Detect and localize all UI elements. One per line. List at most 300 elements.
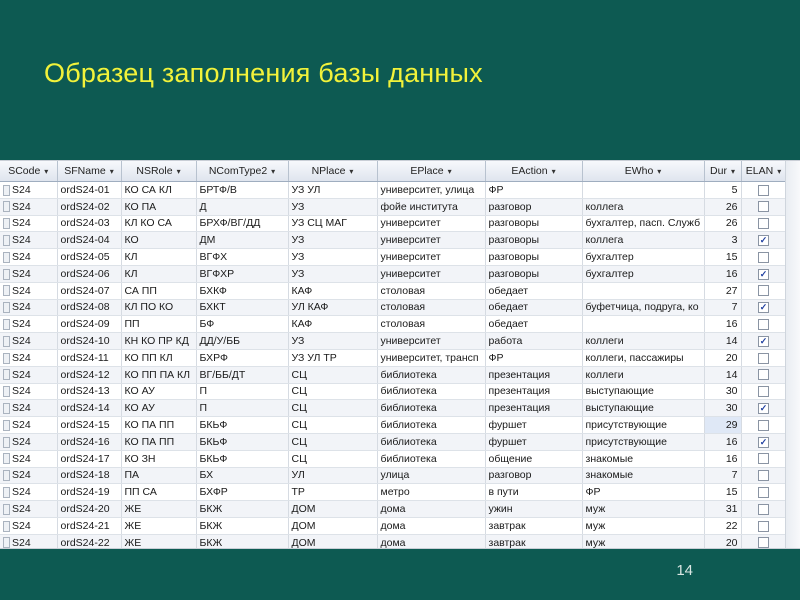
elan-checkbox[interactable] <box>758 319 769 330</box>
column-header-label: EWho <box>624 165 654 177</box>
row-selector-icon[interactable] <box>3 269 10 280</box>
cell-eaction[interactable] <box>485 450 582 467</box>
cell-dur[interactable] <box>704 265 741 282</box>
cell-ncomtype2[interactable] <box>196 534 288 549</box>
cell-nsrole[interactable] <box>121 299 196 316</box>
cell-nplace[interactable] <box>288 467 377 484</box>
cell-eaction[interactable] <box>485 501 582 518</box>
table-row[interactable] <box>0 215 786 232</box>
elan-checkbox[interactable] <box>758 521 769 532</box>
cell-nplace[interactable] <box>288 484 377 501</box>
cell-eplace[interactable] <box>377 333 485 350</box>
elan-checkbox[interactable] <box>758 235 769 246</box>
table-row[interactable] <box>0 282 786 299</box>
cell-sfname[interactable] <box>57 517 121 534</box>
cell-scode[interactable] <box>0 249 57 266</box>
cell-ncomtype2[interactable] <box>196 249 288 266</box>
cell-ewho[interactable] <box>582 215 704 232</box>
cell-eplace[interactable] <box>377 417 485 434</box>
cell-ncomtype2[interactable] <box>196 232 288 249</box>
filter-dropdown-icon[interactable]: ▾ <box>349 167 354 176</box>
cell-sfname[interactable] <box>57 383 121 400</box>
table-row[interactable] <box>0 265 786 282</box>
table-row[interactable] <box>0 316 786 333</box>
cell-eplace[interactable] <box>377 400 485 417</box>
cell-ewho[interactable] <box>582 366 704 383</box>
cell-text: общение <box>488 452 533 465</box>
cell-scode[interactable] <box>0 198 57 215</box>
cell-dur[interactable] <box>704 417 741 434</box>
cell-nsrole[interactable] <box>121 417 196 434</box>
row-selector-icon[interactable] <box>3 487 10 498</box>
cell-ewho[interactable] <box>582 400 704 417</box>
row-selector-icon[interactable] <box>3 369 10 380</box>
filter-dropdown-icon[interactable]: ▾ <box>109 167 114 176</box>
cell-eaction[interactable] <box>485 333 582 350</box>
cell-eplace[interactable] <box>377 501 485 518</box>
cell-scode[interactable] <box>0 316 57 333</box>
cell-eplace[interactable] <box>377 215 485 232</box>
cell-nplace[interactable] <box>288 333 377 350</box>
elan-checkbox[interactable] <box>758 201 769 212</box>
cell-nsrole[interactable] <box>121 265 196 282</box>
cell-eaction[interactable] <box>485 433 582 450</box>
column-header-nplace[interactable] <box>288 161 377 182</box>
row-selector-icon[interactable] <box>3 420 10 431</box>
cell-sfname[interactable] <box>57 299 121 316</box>
cell-ewho[interactable] <box>582 484 704 501</box>
cell-dur[interactable] <box>704 249 741 266</box>
cell-eaction[interactable] <box>485 316 582 333</box>
elan-checkbox[interactable] <box>758 369 769 380</box>
cell-nplace[interactable] <box>288 383 377 400</box>
row-selector-icon[interactable] <box>3 252 10 263</box>
cell-sfname[interactable] <box>57 282 121 299</box>
cell-sfname[interactable] <box>57 182 121 199</box>
cell-text: КО ПА ПП <box>124 435 175 448</box>
cell-ncomtype2[interactable] <box>196 215 288 232</box>
cell-eaction[interactable] <box>485 299 582 316</box>
cell-ncomtype2[interactable] <box>196 417 288 434</box>
cell-text: КЛ КО СА <box>124 217 172 230</box>
cell-ewho[interactable] <box>582 433 704 450</box>
cell-nplace[interactable] <box>288 232 377 249</box>
cell-eaction[interactable] <box>485 182 582 199</box>
cell-eaction[interactable] <box>485 232 582 249</box>
cell-ncomtype2[interactable] <box>196 383 288 400</box>
cell-scode[interactable] <box>0 215 57 232</box>
cell-eplace[interactable] <box>377 282 485 299</box>
cell-eaction[interactable] <box>485 484 582 501</box>
cell-ewho[interactable] <box>582 232 704 249</box>
cell-text: ВГФХР <box>199 267 235 280</box>
elan-checkbox[interactable] <box>758 252 769 263</box>
cell-eaction[interactable] <box>485 517 582 534</box>
column-header-sfname[interactable] <box>57 161 121 182</box>
cell-scode[interactable] <box>0 333 57 350</box>
cell-eaction[interactable] <box>485 467 582 484</box>
column-header-dur[interactable] <box>704 161 741 182</box>
row-selector-icon[interactable] <box>3 403 10 414</box>
filter-dropdown-icon[interactable]: ▾ <box>551 167 556 176</box>
cell-dur[interactable] <box>704 232 741 249</box>
table-row[interactable] <box>0 198 786 215</box>
row-selector-icon[interactable] <box>3 353 10 364</box>
cell-ewho[interactable] <box>582 282 704 299</box>
cell-nplace[interactable] <box>288 366 377 383</box>
column-header-ncomtype2[interactable] <box>196 161 288 182</box>
row-selector-icon[interactable] <box>3 235 10 246</box>
cell-eplace[interactable] <box>377 484 485 501</box>
cell-scode[interactable] <box>0 484 57 501</box>
cell-text: КО <box>124 234 139 247</box>
cell-ewho[interactable] <box>582 450 704 467</box>
cell-eaction[interactable] <box>485 534 582 549</box>
elan-checkbox[interactable] <box>758 353 769 364</box>
cell-dur[interactable] <box>704 517 741 534</box>
cell-nplace[interactable] <box>288 501 377 518</box>
cell-dur[interactable] <box>704 198 741 215</box>
elan-checkbox[interactable] <box>758 453 769 464</box>
row-selector-icon[interactable] <box>3 504 10 515</box>
cell-nplace[interactable] <box>288 417 377 434</box>
row-selector-icon[interactable] <box>3 521 10 532</box>
table-row[interactable] <box>0 534 786 549</box>
cell-nsrole[interactable] <box>121 349 196 366</box>
filter-dropdown-icon[interactable]: ▾ <box>44 167 49 176</box>
cell-eplace[interactable] <box>377 450 485 467</box>
cell-scode[interactable] <box>0 299 57 316</box>
elan-checkbox[interactable] <box>758 487 769 498</box>
cell-ncomtype2[interactable] <box>196 433 288 450</box>
cell-nsrole[interactable] <box>121 450 196 467</box>
cell-ewho[interactable] <box>582 349 704 366</box>
cell-nplace[interactable] <box>288 299 377 316</box>
cell-nplace[interactable] <box>288 282 377 299</box>
cell-scode[interactable] <box>0 232 57 249</box>
filter-dropdown-icon[interactable]: ▾ <box>176 167 181 176</box>
table-row[interactable] <box>0 417 786 434</box>
cell-eaction[interactable] <box>485 282 582 299</box>
cell-ncomtype2[interactable] <box>196 450 288 467</box>
cell-eplace[interactable] <box>377 433 485 450</box>
cell-ncomtype2[interactable] <box>196 501 288 518</box>
cell-scode[interactable] <box>0 349 57 366</box>
row-selector-icon[interactable] <box>3 470 10 481</box>
cell-dur[interactable] <box>704 316 741 333</box>
cell-nsrole[interactable] <box>121 501 196 518</box>
row-selector-icon[interactable] <box>3 285 10 296</box>
cell-nsrole[interactable] <box>121 433 196 450</box>
cell-sfname[interactable] <box>57 534 121 549</box>
cell-scode[interactable] <box>0 383 57 400</box>
cell-ewho[interactable] <box>582 249 704 266</box>
cell-ewho[interactable] <box>582 383 704 400</box>
table-row[interactable] <box>0 501 786 518</box>
cell-nsrole[interactable] <box>121 232 196 249</box>
row-selector-icon[interactable] <box>3 302 10 313</box>
cell-nsrole[interactable] <box>121 215 196 232</box>
elan-checkbox[interactable] <box>758 185 769 196</box>
cell-nplace[interactable] <box>288 316 377 333</box>
cell-text: СА ПП <box>124 284 157 297</box>
cell-sfname[interactable] <box>57 316 121 333</box>
column-header-eplace[interactable] <box>377 161 485 182</box>
cell-ncomtype2[interactable] <box>196 198 288 215</box>
cell-nplace[interactable] <box>288 349 377 366</box>
cell-sfname[interactable] <box>57 501 121 518</box>
cell-eaction[interactable] <box>485 215 582 232</box>
row-selector-icon[interactable] <box>3 453 10 464</box>
cell-text: столовая <box>380 318 426 331</box>
filter-dropdown-icon[interactable]: ▾ <box>777 167 782 176</box>
table-row[interactable] <box>0 517 786 534</box>
elan-checkbox[interactable] <box>758 403 769 414</box>
cell-sfname[interactable] <box>57 232 121 249</box>
elan-checkbox[interactable] <box>758 420 769 431</box>
table-row[interactable] <box>0 484 786 501</box>
cell-dur[interactable] <box>704 467 741 484</box>
cell-eplace[interactable] <box>377 467 485 484</box>
cell-ewho[interactable] <box>582 333 704 350</box>
row-selector-icon[interactable] <box>3 386 10 397</box>
cell-ewho[interactable] <box>582 316 704 333</box>
cell-scode[interactable] <box>0 501 57 518</box>
cell-eplace[interactable] <box>377 366 485 383</box>
cell-nsrole[interactable] <box>121 383 196 400</box>
cell-ncomtype2[interactable] <box>196 265 288 282</box>
cell-eplace[interactable] <box>377 249 485 266</box>
cell-scode[interactable] <box>0 417 57 434</box>
filter-dropdown-icon[interactable]: ▾ <box>730 167 735 176</box>
cell-ncomtype2[interactable] <box>196 316 288 333</box>
cell-dur[interactable] <box>704 450 741 467</box>
cell-ewho[interactable] <box>582 417 704 434</box>
cell-nplace[interactable] <box>288 198 377 215</box>
cell-sfname[interactable] <box>57 265 121 282</box>
cell-eaction[interactable] <box>485 383 582 400</box>
cell-dur[interactable] <box>704 282 741 299</box>
cell-sfname[interactable] <box>57 400 121 417</box>
cell-nsrole[interactable] <box>121 182 196 199</box>
cell-ncomtype2[interactable] <box>196 333 288 350</box>
vertical-scrollbar[interactable] <box>785 161 800 548</box>
cell-dur[interactable] <box>704 534 741 549</box>
cell-ncomtype2[interactable] <box>196 182 288 199</box>
cell-eplace[interactable] <box>377 182 485 199</box>
cell-eaction[interactable] <box>485 198 582 215</box>
column-header-nsrole[interactable] <box>121 161 196 182</box>
elan-checkbox[interactable] <box>758 470 769 481</box>
cell-scode[interactable] <box>0 517 57 534</box>
cell-ncomtype2[interactable] <box>196 282 288 299</box>
cell-nsrole[interactable] <box>121 333 196 350</box>
filter-dropdown-icon[interactable]: ▾ <box>271 167 276 176</box>
table-row[interactable] <box>0 467 786 484</box>
cell-text: 16 <box>725 435 738 448</box>
cell-dur[interactable] <box>704 349 741 366</box>
cell-text: КЛ <box>124 267 138 280</box>
column-header-eaction[interactable] <box>485 161 582 182</box>
column-header-scode[interactable] <box>0 161 57 182</box>
cell-eplace[interactable] <box>377 299 485 316</box>
cell-text: фуршет <box>488 419 527 432</box>
cell-dur[interactable] <box>704 182 741 199</box>
cell-scode[interactable] <box>0 534 57 549</box>
filter-dropdown-icon[interactable]: ▾ <box>447 167 452 176</box>
cell-ewho[interactable] <box>582 501 704 518</box>
cell-nplace[interactable] <box>288 450 377 467</box>
cell-sfname[interactable] <box>57 349 121 366</box>
cell-sfname[interactable] <box>57 417 121 434</box>
column-header-elan[interactable] <box>741 161 786 182</box>
cell-scode[interactable] <box>0 282 57 299</box>
table-row[interactable] <box>0 366 786 383</box>
table-row[interactable] <box>0 400 786 417</box>
cell-ewho[interactable] <box>582 182 704 199</box>
cell-nplace[interactable] <box>288 249 377 266</box>
cell-nsrole[interactable] <box>121 249 196 266</box>
cell-ncomtype2[interactable] <box>196 366 288 383</box>
cell-ncomtype2[interactable] <box>196 517 288 534</box>
cell-eaction[interactable] <box>485 400 582 417</box>
cell-scode[interactable] <box>0 366 57 383</box>
cell-dur[interactable] <box>704 299 741 316</box>
cell-ewho[interactable] <box>582 265 704 282</box>
cell-nplace[interactable] <box>288 182 377 199</box>
elan-checkbox[interactable] <box>758 386 769 397</box>
cell-eplace[interactable] <box>377 383 485 400</box>
column-header-ewho[interactable] <box>582 161 704 182</box>
cell-dur[interactable] <box>704 400 741 417</box>
cell-eaction[interactable] <box>485 366 582 383</box>
cell-eplace[interactable] <box>377 517 485 534</box>
cell-eaction[interactable] <box>485 249 582 266</box>
cell-dur[interactable] <box>704 484 741 501</box>
cell-nplace[interactable] <box>288 534 377 549</box>
row-selector-icon[interactable] <box>3 319 10 330</box>
cell-sfname[interactable] <box>57 484 121 501</box>
cell-dur[interactable] <box>704 366 741 383</box>
table-row[interactable] <box>0 450 786 467</box>
cell-nsrole[interactable] <box>121 467 196 484</box>
table-row[interactable] <box>0 249 786 266</box>
cell-nsrole[interactable] <box>121 517 196 534</box>
cell-ewho[interactable] <box>582 299 704 316</box>
elan-checkbox[interactable] <box>758 437 769 448</box>
elan-checkbox[interactable] <box>758 302 769 313</box>
cell-dur[interactable] <box>704 501 741 518</box>
cell-nsrole[interactable] <box>121 198 196 215</box>
row-selector-icon[interactable] <box>3 218 10 229</box>
elan-checkbox[interactable] <box>758 504 769 515</box>
cell-eplace[interactable] <box>377 534 485 549</box>
cell-eaction[interactable] <box>485 349 582 366</box>
cell-elan <box>741 383 786 400</box>
table-row[interactable] <box>0 232 786 249</box>
cell-text: 22 <box>725 519 738 532</box>
cell-nsrole[interactable] <box>121 534 196 549</box>
cell-ncomtype2[interactable] <box>196 467 288 484</box>
cell-ewho[interactable] <box>582 467 704 484</box>
cell-nplace[interactable] <box>288 265 377 282</box>
table-row[interactable] <box>0 182 786 199</box>
cell-ncomtype2[interactable] <box>196 400 288 417</box>
cell-text: библиотека <box>380 452 437 465</box>
elan-checkbox[interactable] <box>758 537 769 548</box>
filter-dropdown-icon[interactable]: ▾ <box>657 167 662 176</box>
cell-nplace[interactable] <box>288 400 377 417</box>
cell-ewho[interactable] <box>582 517 704 534</box>
cell-sfname[interactable] <box>57 249 121 266</box>
cell-sfname[interactable] <box>57 366 121 383</box>
cell-ncomtype2[interactable] <box>196 349 288 366</box>
cell-eplace[interactable] <box>377 198 485 215</box>
cell-text: ordS24-06 <box>60 267 110 280</box>
cell-ewho[interactable] <box>582 198 704 215</box>
cell-scode[interactable] <box>0 467 57 484</box>
row-selector-icon[interactable] <box>3 336 10 347</box>
cell-dur[interactable] <box>704 433 741 450</box>
table-row[interactable] <box>0 433 786 450</box>
cell-nplace[interactable] <box>288 517 377 534</box>
cell-eaction[interactable] <box>485 265 582 282</box>
row-selector-icon[interactable] <box>3 537 10 548</box>
cell-eaction[interactable] <box>485 417 582 434</box>
cell-nplace[interactable] <box>288 433 377 450</box>
cell-nplace[interactable] <box>288 215 377 232</box>
cell-scode[interactable] <box>0 400 57 417</box>
table-row[interactable] <box>0 349 786 366</box>
cell-eplace[interactable] <box>377 265 485 282</box>
cell-ncomtype2[interactable] <box>196 484 288 501</box>
cell-dur[interactable] <box>704 215 741 232</box>
cell-sfname[interactable] <box>57 433 121 450</box>
cell-scode[interactable] <box>0 433 57 450</box>
table-row[interactable] <box>0 383 786 400</box>
cell-scode[interactable] <box>0 265 57 282</box>
table-row[interactable] <box>0 299 786 316</box>
cell-sfname[interactable] <box>57 333 121 350</box>
cell-nsrole[interactable] <box>121 484 196 501</box>
cell-nsrole[interactable] <box>121 316 196 333</box>
cell-ncomtype2[interactable] <box>196 299 288 316</box>
cell-dur[interactable] <box>704 333 741 350</box>
row-selector-icon[interactable] <box>3 437 10 448</box>
cell-sfname[interactable] <box>57 215 121 232</box>
elan-checkbox[interactable] <box>758 336 769 347</box>
cell-scode[interactable] <box>0 182 57 199</box>
cell-eplace[interactable] <box>377 316 485 333</box>
cell-sfname[interactable] <box>57 450 121 467</box>
cell-nsrole[interactable] <box>121 400 196 417</box>
cell-nsrole[interactable] <box>121 366 196 383</box>
row-selector-icon[interactable] <box>3 185 10 196</box>
cell-eplace[interactable] <box>377 349 485 366</box>
elan-checkbox[interactable] <box>758 285 769 296</box>
elan-checkbox[interactable] <box>758 269 769 280</box>
cell-eplace[interactable] <box>377 232 485 249</box>
cell-sfname[interactable] <box>57 198 121 215</box>
cell-sfname[interactable] <box>57 467 121 484</box>
cell-nsrole[interactable] <box>121 282 196 299</box>
elan-checkbox[interactable] <box>758 218 769 229</box>
cell-scode[interactable] <box>0 450 57 467</box>
cell-ewho[interactable] <box>582 534 704 549</box>
cell-dur[interactable] <box>704 383 741 400</box>
row-selector-icon[interactable] <box>3 201 10 212</box>
table-row[interactable] <box>0 333 786 350</box>
